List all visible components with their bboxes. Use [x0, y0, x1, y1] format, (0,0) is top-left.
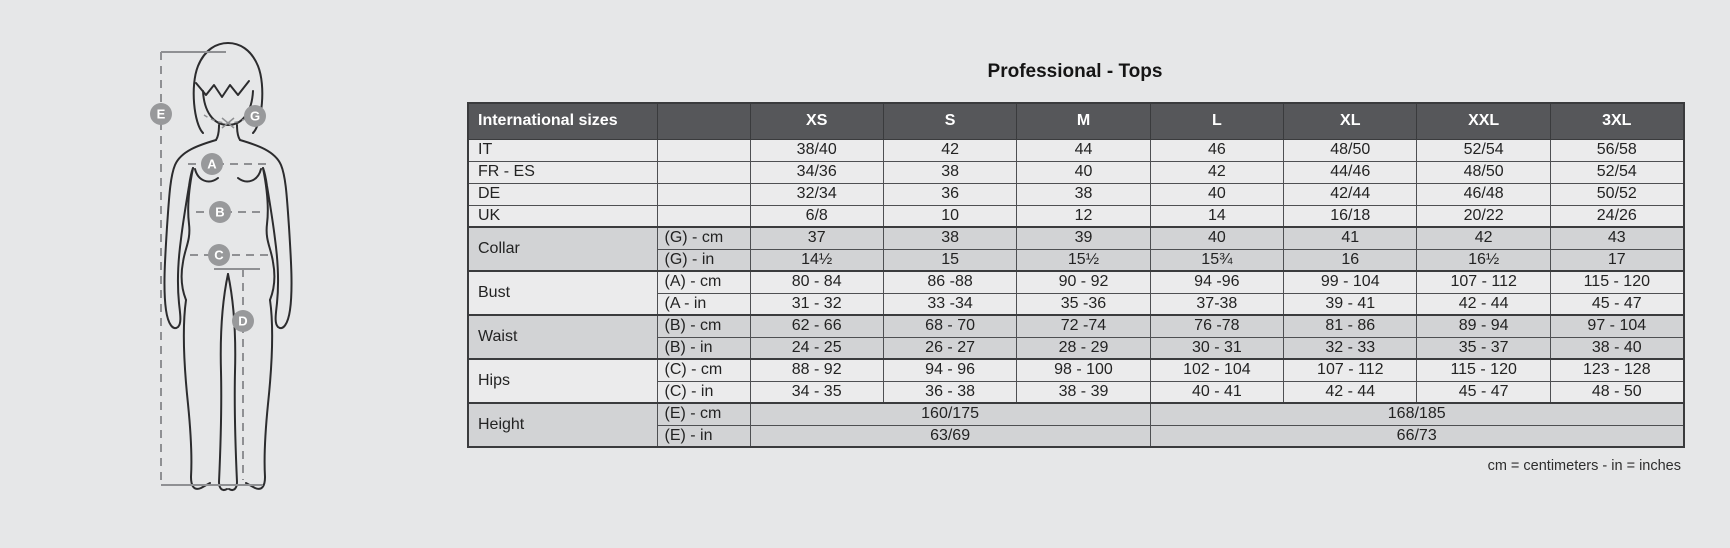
size-value-cell: 37: [750, 227, 883, 249]
size-col-header-3xl: 3XL: [1550, 103, 1683, 139]
measure-sub-label: (G) - cm: [657, 227, 750, 249]
page-title: Professional - Tops: [987, 61, 1163, 82]
size-col-header-xl: XL: [1284, 103, 1417, 139]
size-value-cell: 16: [1284, 249, 1417, 271]
size-value-cell: 16½: [1417, 249, 1550, 271]
row-label: FR - ES: [468, 161, 657, 183]
size-value-cell: 36: [883, 183, 1016, 205]
row-label: IT: [468, 139, 657, 161]
size-value-cell: 48/50: [1417, 161, 1550, 183]
leg-inner-right: [228, 274, 237, 490]
group-label-hips: Hips: [468, 359, 657, 403]
marker-badge-e: [150, 103, 172, 125]
size-value-cell: 37-38: [1150, 293, 1283, 315]
size-col-header-s: S: [883, 103, 1016, 139]
badge-letter-a: A: [207, 156, 217, 172]
size-value-cell: 68 - 70: [883, 315, 1016, 337]
size-value-cell: 38: [883, 227, 1016, 249]
badge-letter-g: G: [249, 108, 261, 124]
size-value-cell: 40: [1150, 183, 1283, 205]
size-value-cell: 44: [1017, 139, 1150, 161]
torso-left: [182, 168, 193, 300]
size-value-cell: 94 - 96: [883, 359, 1016, 381]
size-value-cell: 76 -78: [1150, 315, 1283, 337]
size-value-cell: 123 - 128: [1550, 359, 1683, 381]
size-value-cell: 35 -36: [1017, 293, 1150, 315]
size-value-cell: 40 - 41: [1150, 381, 1283, 403]
row-hips-cm: [468, 359, 1684, 381]
row-height-cm: [468, 403, 1684, 425]
size-value-cell: 28 - 29: [1017, 337, 1150, 359]
table-corner-header: International sizes: [468, 103, 657, 139]
size-value-cell: 115 - 120: [1550, 271, 1683, 293]
marker-badge-c: [208, 244, 230, 266]
size-value-cell: 42/44: [1284, 183, 1417, 205]
measure-sub-label: (A) - cm: [657, 271, 750, 293]
size-value-cell: 40: [1017, 161, 1150, 183]
size-value-cell: 42: [1417, 227, 1550, 249]
size-value-cell: 32/34: [750, 183, 883, 205]
size-value-cell: 102 - 104: [1150, 359, 1283, 381]
size-value-cell: 52/54: [1550, 161, 1683, 183]
size-value-cell: 34/36: [750, 161, 883, 183]
row-label: UK: [468, 205, 657, 227]
size-value-cell: 81 - 86: [1284, 315, 1417, 337]
marker-badge-g: [244, 105, 266, 127]
size-value-cell: 45 - 47: [1550, 293, 1683, 315]
size-value-cell: 14½: [750, 249, 883, 271]
size-value-cell: 44/46: [1284, 161, 1417, 183]
row-bust-cm: [468, 271, 1684, 293]
size-value-cell: 31 - 32: [750, 293, 883, 315]
badge-letter-e: E: [156, 106, 166, 122]
size-value-cell: 90 - 92: [1017, 271, 1150, 293]
size-value-cell: 98 - 100: [1017, 359, 1150, 381]
measure-sub-label: (G) - in: [657, 249, 750, 271]
size-value-cell: 24/26: [1550, 205, 1683, 227]
size-col-header-xs: XS: [750, 103, 883, 139]
size-value-cell: 115 - 120: [1417, 359, 1550, 381]
marker-badge-b: [209, 201, 231, 223]
measure-sub-label: (B) - cm: [657, 315, 750, 337]
size-value-cell: 10: [883, 205, 1016, 227]
units-footnote: cm = centimeters - in = inches: [1487, 458, 1681, 474]
size-value-cell: 40: [1150, 227, 1283, 249]
neck-left: [216, 125, 219, 140]
empty-cell: [657, 205, 750, 227]
merged-value-cell: 168/185: [1150, 403, 1684, 425]
size-value-cell: 26 - 27: [883, 337, 1016, 359]
row-waist-cm: [468, 315, 1684, 337]
size-value-cell: 45 - 47: [1417, 381, 1550, 403]
marker-badge-d: [232, 310, 254, 332]
leg-inner-left: [219, 274, 228, 490]
header-row: [468, 103, 1684, 139]
empty-header-cell: [657, 103, 750, 139]
marker-badge-a: [201, 153, 223, 175]
size-value-cell: 14: [1150, 205, 1283, 227]
size-value-cell: 38: [883, 161, 1016, 183]
size-value-cell: 62 - 66: [750, 315, 883, 337]
size-value-cell: 12: [1017, 205, 1150, 227]
measure-sub-label: (E) - in: [657, 425, 750, 447]
group-label-collar: Collar: [468, 227, 657, 271]
size-value-cell: 94 -96: [1150, 271, 1283, 293]
size-value-cell: 42: [1150, 161, 1283, 183]
size-value-cell: 89 - 94: [1417, 315, 1550, 337]
group-label-height: Height: [468, 403, 657, 447]
neck-right: [237, 125, 240, 140]
size-value-cell: 42 - 44: [1417, 293, 1550, 315]
size-col-header-m: M: [1017, 103, 1150, 139]
measure-sub-label: (B) - in: [657, 337, 750, 359]
size-value-cell: 15½: [1017, 249, 1150, 271]
size-value-cell: 88 - 92: [750, 359, 883, 381]
size-value-cell: 38: [1017, 183, 1150, 205]
size-value-cell: 52/54: [1417, 139, 1550, 161]
size-value-cell: 72 -74: [1017, 315, 1150, 337]
empty-cell: [657, 183, 750, 205]
measure-sub-label: (C) - cm: [657, 359, 750, 381]
row-uk: [468, 205, 1684, 227]
size-value-cell: 35 - 37: [1417, 337, 1550, 359]
left-leg: [184, 300, 210, 489]
row-de: [468, 183, 1684, 205]
size-value-cell: 15: [883, 249, 1016, 271]
row-collar-cm: [468, 227, 1684, 249]
size-value-cell: 16/18: [1284, 205, 1417, 227]
row-it: [468, 139, 1684, 161]
size-value-cell: 38 - 39: [1017, 381, 1150, 403]
size-value-cell: 48/50: [1284, 139, 1417, 161]
measure-sub-label: (A - in: [657, 293, 750, 315]
badge-letter-b: B: [215, 204, 225, 220]
size-table: [467, 102, 1685, 448]
size-col-header-l: L: [1150, 103, 1283, 139]
torso-right: [263, 168, 274, 300]
size-value-cell: 86 -88: [883, 271, 1016, 293]
bust-curve-right: [238, 169, 261, 181]
size-value-cell: 33 -34: [883, 293, 1016, 315]
badge-letter-c: C: [214, 247, 224, 263]
size-value-cell: 107 - 112: [1417, 271, 1550, 293]
size-value-cell: 42: [883, 139, 1016, 161]
size-value-cell: 17: [1550, 249, 1683, 271]
size-value-cell: 38/40: [750, 139, 883, 161]
size-value-cell: 15¾: [1150, 249, 1283, 271]
size-value-cell: 6/8: [750, 205, 883, 227]
group-label-waist: Waist: [468, 315, 657, 359]
size-value-cell: 99 - 104: [1284, 271, 1417, 293]
size-value-cell: 48 - 50: [1550, 381, 1683, 403]
measure-sub-label: (C) - in: [657, 381, 750, 403]
size-value-cell: 32 - 33: [1284, 337, 1417, 359]
group-label-bust: Bust: [468, 271, 657, 315]
row-label: DE: [468, 183, 657, 205]
size-col-header-xxl: XXL: [1417, 103, 1550, 139]
measurement-figure: [118, 36, 342, 500]
size-value-cell: 34 - 35: [750, 381, 883, 403]
empty-cell: [657, 139, 750, 161]
size-value-cell: 24 - 25: [750, 337, 883, 359]
measure-sub-label: (E) - cm: [657, 403, 750, 425]
size-value-cell: 46/48: [1417, 183, 1550, 205]
size-value-cell: 30 - 31: [1150, 337, 1283, 359]
size-value-cell: 39 - 41: [1284, 293, 1417, 315]
size-value-cell: 38 - 40: [1550, 337, 1683, 359]
merged-value-cell: 160/175: [750, 403, 1150, 425]
woman-silhouette: [164, 43, 291, 490]
size-value-cell: 107 - 112: [1284, 359, 1417, 381]
size-value-cell: 50/52: [1550, 183, 1683, 205]
size-value-cell: 20/22: [1417, 205, 1550, 227]
size-value-cell: 39: [1017, 227, 1150, 249]
figure-illustration: [118, 36, 342, 500]
size-value-cell: 36 - 38: [883, 381, 1016, 403]
row-fr-es: [468, 161, 1684, 183]
size-value-cell: 97 - 104: [1550, 315, 1683, 337]
size-value-cell: 80 - 84: [750, 271, 883, 293]
merged-value-cell: 63/69: [750, 425, 1150, 447]
size-value-cell: 43: [1550, 227, 1683, 249]
empty-cell: [657, 161, 750, 183]
size-value-cell: 42 - 44: [1284, 381, 1417, 403]
right-arm: [240, 140, 292, 328]
size-value-cell: 41: [1284, 227, 1417, 249]
merged-value-cell: 66/73: [1150, 425, 1684, 447]
size-value-cell: 56/58: [1550, 139, 1683, 161]
badge-letter-d: D: [238, 313, 248, 329]
collar-cross-mark: [222, 118, 234, 128]
size-value-cell: 46: [1150, 139, 1283, 161]
size-chart-area: [467, 62, 1683, 474]
